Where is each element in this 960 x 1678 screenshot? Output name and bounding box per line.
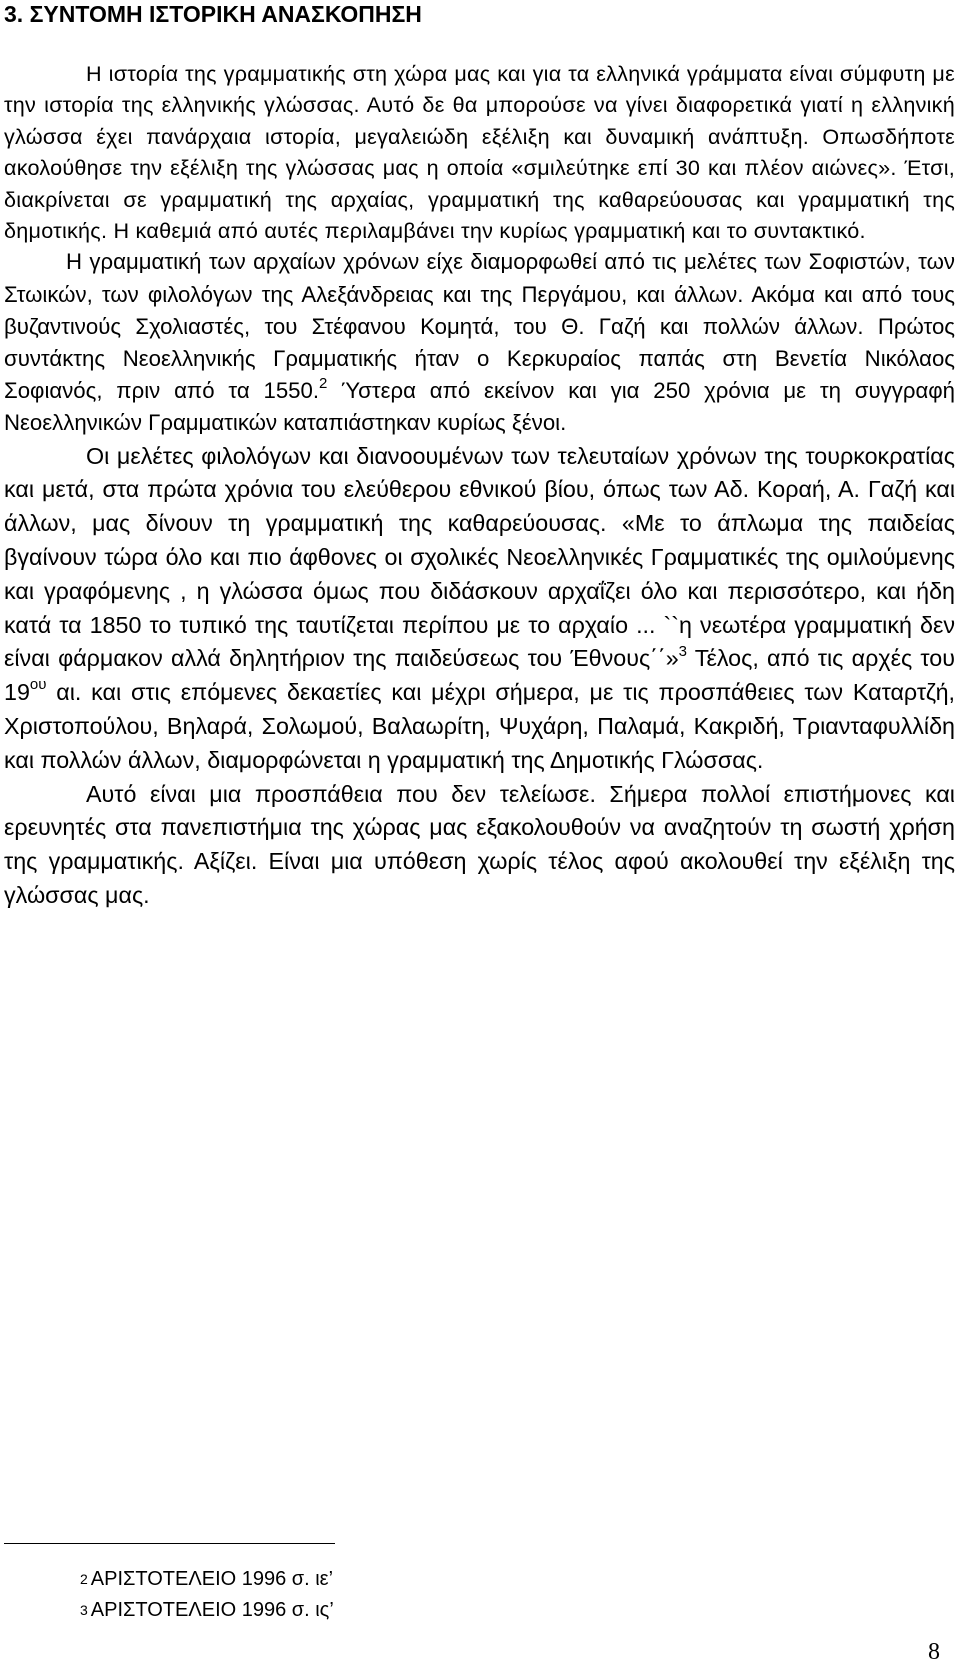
footnote-2 <box>80 1564 680 1595</box>
footnote-3 <box>80 1595 680 1626</box>
footnote-number: 2 <box>80 1571 88 1587</box>
paragraph-4-text-b: Τέλος, από τις αρχές του 19 <box>4 645 955 706</box>
footnote-ref-3: 3 <box>678 642 687 660</box>
section-heading: 3. ΣΥΝΤΟΜΗ ΙΣΤΟΡΙΚΗ ΑΝΑΣΚΟΠΗΣΗ <box>4 1 422 27</box>
footnote-separator <box>4 1543 335 1544</box>
century-superscript: ου <box>29 676 47 694</box>
paragraph-3-text-b: Ύστερα από εκείνον και για 250 χρόνια με τη συγγραφή Νεοελληνικών Γραμματικών καταπιάστηκαν κυρίως ξένοι. <box>4 378 955 436</box>
page-number: 8 <box>928 1639 940 1665</box>
footnote-text: ΑΡΙΣΤΟΤΕΛΕΙΟ 1996 σ. ις’ <box>90 1599 334 1621</box>
footnotes <box>80 1564 680 1626</box>
paragraph-2-text: Η γραμματική των αρχαίων χρόνων είχε διαμορφωθεί από τις μελέτες των Σοφιστών, των Στωικών, των φιλολόγων της Αλεξάνδρειας και της Περγάμου, και άλλων. <box>4 249 955 307</box>
paragraph-4-text-c: αι. και στις επόμενες δεκαετίες και μέχρι σήμερα, με τις προσπάθειες των Καταρτζή, Χριστοπούλου, Βηλαρά, Σολωμού, Βαλαωρίτη, Ψυχάρη, Παλαμά, Κακριδή, Τριανταφυλλίδη και πολλών άλλων, διαμορφώνεται η γραμματική της Δημοτικής Γλώσσας. <box>4 679 955 773</box>
paragraph-1-text: Η ιστορία της γραμματικής στη χώρα μας και για τα ελληνικά γράμματα είναι σύμφυτη με την ιστορία της ελληνικής γλώσσας. Αυτό δε θα μπορούσε να γίνει διαφορετικά γιατί η ελληνική γλώσσα έχει πανάρχαια ιστορία, μεγαλειώδη εξέλιξη και δυναμική ανάπτυξη. Οπωσδήποτε ακολούθησε την εξέλιξη της γλώσσας μας η οποία «σμιλεύτηκε επί 30 και πλέον αιώνες». Έτσι, διακρίνεται σε γραμματική της αρχαίας, γραμματική της καθαρεύουσας και γραμματική της δημοτικής. Η καθεμιά από αυτές περιλαμβάνει την κυρίως γραμματική και το συντακτικό. <box>4 61 955 244</box>
footnote-text: ΑΡΙΣΤΟΤΕΛΕΙΟ 1996 σ. ιε’ <box>90 1568 334 1590</box>
paragraph-5 <box>4 778 955 913</box>
footnote-ref-2: 2 <box>319 374 328 392</box>
paragraph-1 <box>4 58 955 246</box>
paragraph-4-text-a: Οι μελέτες φιλολόγων και διανοουμένων των τελευταίων χρόνων της τουρκοκρατίας και μετά, στα πρώτα χρόνια του ελεύθερου εθνικού βίου, όπως των Αδ. Κοραή, Α. Γαζή και άλλων, μας δίνουν τη γραμματική της καθαρεύουσας. «Με το άπλωμα της παιδείας βγαίνουν τώρα όλο και πιο άφθονες οι σχολικές Νεοελληνικές Γραμματικές της ομιλούμενης και γραφόμενης , η γλώσσα όμως που διδάσκουν αρχαΐζει όλο και περισσότερο, και ήδη κατά τα 1850 το τυπικό της ταυτίζεται περίπου με το αρχαίο ... ``η νεωτέρα γραμματική δεν είναι φάρμακον αλλά δηλητήριον της παιδεύσεως του Έθνους΄΄» <box>4 442 955 672</box>
body-text <box>4 58 955 913</box>
paragraph-5-text: Αυτό είναι μια προσπάθεια που δεν τελείωσε. Σήμερα πολλοί επιστήμονες και ερευνητές στα πανεπιστήμια της χώρας μας εξακολουθούν να αναζητούν τη σωστή χρήση της γραμματικής. Αξίζει. Είναι μια υπόθεση χωρίς τέλος αφού ακολουθεί την εξέλιξη της γλώσσας μας. <box>4 780 955 909</box>
paragraph-3-text-a: Ακόμα και από τους βυζαντινούς Σχολιαστές, του Στέφανου Κομητά, του Θ. Γαζή και πολλών άλλων. Πρώτος συντάκτης Νεοελληνικής Γραμματικής ήταν ο Κερκυραίος παπάς στη Βενετία Νικόλαος Σοφιανός, πριν από τα 1550. <box>4 281 955 404</box>
footnote-number: 3 <box>80 1602 88 1618</box>
paragraph-2 <box>4 246 955 439</box>
paragraph-4 <box>4 440 955 778</box>
